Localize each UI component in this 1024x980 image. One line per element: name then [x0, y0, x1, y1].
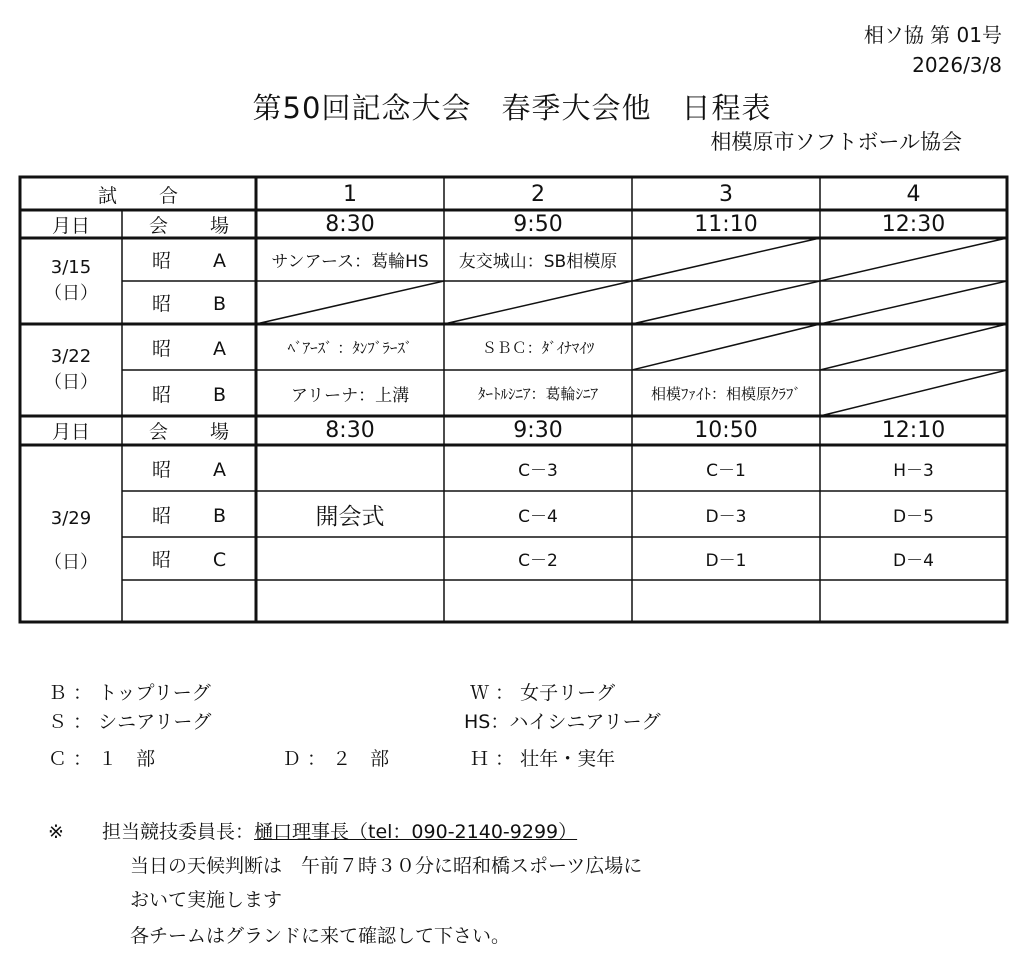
game-cell: 友交城山：SB相模原	[458, 252, 618, 272]
note-line-3: おいて実施します	[130, 889, 283, 911]
game-cell: D－5	[893, 506, 934, 527]
venue-cell: 昭 A	[151, 337, 245, 360]
time-slot-4: 12:30	[881, 211, 946, 237]
note-contact	[102, 816, 577, 848]
venue-cell: 昭 C	[151, 549, 245, 571]
header-match: 試 合	[97, 184, 197, 207]
legend-hs: HS：ハイシニアリーグ	[464, 711, 661, 733]
game-number-2: 2	[531, 181, 545, 207]
game-number-3: 3	[719, 181, 733, 207]
opening-ceremony: 開会式	[315, 503, 385, 530]
doc-number-text: 相ソ協 第 01号	[863, 23, 1002, 47]
contact-person: 樋口理事長（tel：090-2140-9299）	[254, 821, 578, 843]
note-line-4: 各チームはグランドに来て確認して下さい。	[130, 925, 511, 947]
game-cell: C－2	[518, 551, 558, 571]
date-cell-0322	[20, 324, 122, 416]
date-cell-0329	[20, 445, 122, 622]
document-title: 第50回記念大会 春季大会他 日程表	[252, 91, 772, 125]
time-slot-3: 11:10	[694, 211, 758, 237]
col-date-header: 月日	[51, 214, 90, 237]
col-venue-header: 会 場	[148, 214, 248, 237]
col-date-header: 月日	[51, 421, 90, 443]
day-of-week: （日）	[44, 552, 98, 573]
time-slot-2: 9:30	[513, 418, 563, 443]
game-cell: D－3	[705, 506, 747, 527]
game-cell: ＳＢＣ：ﾀﾞｲﾅﾏｲﾂ	[481, 338, 595, 357]
game-cell: C－3	[518, 460, 558, 481]
game-cell: H－3	[893, 460, 934, 481]
game-cell: C－1	[706, 460, 746, 481]
game-cell: D－4	[893, 551, 934, 571]
note-mark: ※	[48, 821, 64, 843]
venue-cell: 昭 A	[151, 458, 245, 481]
contact-prefix: 担当競技委員長：	[102, 821, 255, 843]
legend-h: Ｈ ： 壮年・実年	[470, 748, 616, 770]
game-cell: C－4	[518, 506, 558, 527]
game-cell: 相模ﾌｧｲﾄ：相模原ｸﾗﾌﾞ	[650, 384, 801, 403]
time-slot-1: 8:30	[325, 418, 375, 443]
game-cell: アリーナ：上溝	[290, 385, 410, 406]
note-line-2: 当日の天候判断は 午前７時３０分に昭和橋スポーツ広場に	[130, 855, 643, 877]
day-of-week: （日）	[44, 283, 98, 304]
doc-date: 2026/3/8	[912, 53, 1002, 77]
date-text: 3/29	[50, 508, 92, 529]
organization-name: 相模原市ソフトボール協会	[710, 130, 962, 154]
game-number-4: 4	[906, 181, 921, 207]
game-cell: ﾍﾞｱｰｽﾞ ：ﾀﾝﾌﾞﾗｰｽﾞ	[287, 338, 413, 357]
day-of-week: （日）	[44, 372, 98, 393]
venue-cell: 昭 B	[151, 504, 245, 527]
time-slot-1: 8:30	[325, 211, 375, 237]
col-venue-header: 会 場	[148, 421, 248, 443]
legend-s: Ｓ ： シニアリーグ	[48, 711, 212, 733]
time-slot-4: 12:10	[881, 418, 946, 443]
time-slot-3: 10:50	[694, 418, 758, 443]
legend-b: Ｂ ： トップリーグ	[48, 682, 211, 704]
date-text: 3/15	[50, 257, 92, 278]
legend-c: Ｃ ： １ 部	[48, 748, 156, 770]
time-slot-2: 9:50	[513, 211, 563, 237]
venue-cell: 昭 B	[151, 383, 245, 406]
game-cell: D－1	[705, 551, 747, 571]
venue-cell: 昭 B	[151, 293, 245, 315]
game-number-1: 1	[343, 181, 357, 207]
legend-d: Ｄ ： ２ 部	[282, 748, 390, 770]
game-cell: サンアース：葛輪HS	[271, 252, 429, 272]
legend-w: Ｗ ： 女子リーグ	[470, 682, 616, 704]
date-cell-0315	[20, 238, 122, 324]
venue-cell: 昭 A	[151, 250, 245, 272]
game-cell: ﾀｰﾄﾙｼﾆｱ：葛輪ｼﾆｱ	[477, 384, 598, 403]
date-text: 3/22	[50, 346, 92, 367]
